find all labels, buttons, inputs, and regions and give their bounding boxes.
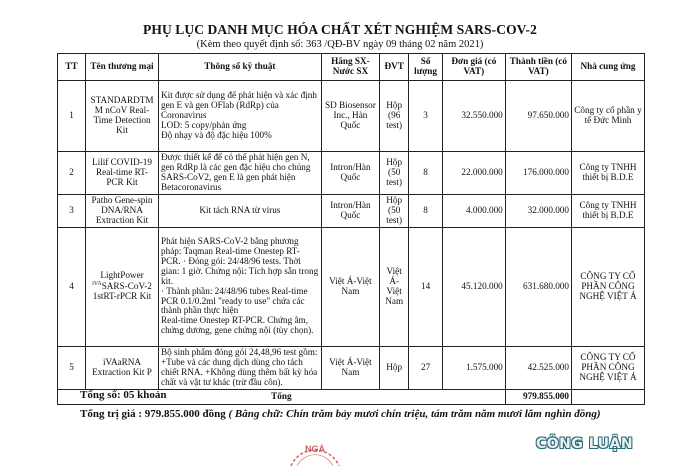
table-row [58, 346, 645, 389]
cell-unit-price: 1.575.000 [442, 346, 505, 389]
cell-qty: 27 [409, 346, 443, 389]
cell-tt: 4 [58, 227, 86, 346]
table-row [58, 81, 645, 152]
cell-name: Lilif COVID-19 Real-time RT-PCR Kit [86, 152, 159, 195]
table-row [58, 227, 645, 346]
cell-name: STANDARDTM M nCoV Real-Time Detection Kit [86, 81, 159, 152]
footer-value-words: ( Bằng chữ: Chín trăm bảy mươi chín triệu, tám trăm năm mươi lăm nghìn đồng) [228, 408, 601, 420]
cell-unit: Hộp [380, 346, 409, 389]
cell-supplier: Công ty cổ phần y tế Đức Minh [571, 81, 644, 152]
table-row [58, 152, 645, 195]
cell-unit-price: 45.120.000 [442, 227, 505, 346]
cell-name [86, 227, 159, 346]
cell-unit-price: 22.000.000 [442, 152, 505, 195]
cell-total: 631.680.000 [505, 227, 571, 346]
cell-unit: Hộp (96 test) [380, 81, 409, 152]
red-stamp [285, 420, 345, 466]
cell-tt: 5 [58, 346, 86, 389]
cell-name: iVAaRNA Extraction Kit P [86, 346, 159, 389]
cell-unit: Hộp (50 test) [380, 194, 409, 227]
header-name: Tên thương mại [86, 54, 159, 81]
cell-spec: Kit được sử dụng để phát hiện và xác định gen E và gen OFlab (RdRp) của Coronavirus LOD: 5 copy/phản ứng Độ nhạy và độ đặc hiệu 100% [159, 81, 322, 152]
cell-unit: Hộp (50 test) [380, 152, 409, 195]
cell-spec: Bộ sinh phẩm đóng gói 24,48,96 test gồm: +Tube và các dung dịch dùng cho tách chiết RNA. +Không dùng thêm bất kỳ hóa chất và vật tư khác (trừ đầu côn). [159, 346, 322, 389]
cell-manufacturer: Việt Á-Việt Nam [321, 227, 379, 346]
stamp-text: NGÀ [305, 444, 325, 454]
cell-spec: Được thiết kế để có thể phát hiện gen N, gen RdRp là các gen đặc hiệu cho chủng SARS-CoV2, gen E là gen phát hiện Betacoronavirus [159, 152, 322, 195]
table-row [58, 194, 645, 227]
cell-tt: 1 [58, 81, 86, 152]
footer-value-label: Tổng trị giá : 979.855.000 đồng [80, 408, 226, 420]
chemicals-table [57, 53, 645, 405]
cell-name-rest: SARS-CoV-2 1stRT-rPCR Kit [92, 281, 152, 302]
header-qty: Số lượng [409, 54, 443, 81]
cell-total: 42.525.000 [505, 346, 571, 389]
cell-name-prefix: LightPower [100, 270, 144, 281]
table-header-row [58, 54, 645, 81]
cell-supplier: CÔNG TY CỔ PHẦN CÔNG NGHỆ VIỆT Á [571, 227, 644, 346]
watermark-logo: CÔNG LUẬN [536, 436, 634, 452]
cell-manufacturer: SD Biosensor Inc., Hàn Quốc [321, 81, 379, 152]
cell-supplier: Công ty TNHH thiết bị B.D.E [571, 152, 644, 195]
cell-total: 32.000.000 [505, 194, 571, 227]
total-value: 979.855.000 [505, 389, 571, 404]
header-total: Thành tiền (có VAT) [505, 54, 571, 81]
footer-value [80, 408, 601, 420]
cell-tt: 2 [58, 152, 86, 195]
cell-spec: Kit tách RNA từ virus [159, 194, 322, 227]
cell-supplier: Công ty TNHH thiết bị B.D.E [571, 194, 644, 227]
cell-tt: 3 [58, 194, 86, 227]
cell-qty: 14 [409, 227, 443, 346]
cell-unit: Việt Á-Việt Nam [380, 227, 409, 346]
header-unit-price: Đơn giá (có VAT) [442, 54, 505, 81]
header-manufacturer: Hãng SX-Nước SX [321, 54, 379, 81]
cell-qty: 3 [409, 81, 443, 152]
cell-manufacturer: Intron/Hàn Quốc [321, 194, 379, 227]
header-tt: TT [58, 54, 86, 81]
cell-name: Patho Gene-spin DNA/RNA Extraction Kit [86, 194, 159, 227]
cell-spec: Phát hiện SARS-CoV-2 bằng phương pháp: Taqman Real-time Onestep RT-PCR. · Đóng gói: 24/48/96 tests. Thời gian: 1 giờ. Chứng nội: Tích hợp sẵn trong kit. · Thành phần: 24/48/96 tubes Real-time PCR 0.1/0.2ml "ready to use" chứa các thành phần thực hiện Real-time Onestep RT-PCR. Chứng âm, chứng dương, gene chứng nội (tùy chọn). [159, 227, 322, 346]
cell-supplier: CÔNG TY CỔ PHẦN CÔNG NGHỆ VIỆT Á [571, 346, 644, 389]
cell-manufacturer: Intron/Hàn Quốc [321, 152, 379, 195]
cell-qty: 8 [409, 194, 443, 227]
cell-total: 97.650.000 [505, 81, 571, 152]
cell-total: 176.000.000 [505, 152, 571, 195]
cell-name-superscript: iVA [92, 281, 102, 288]
document-title: PHỤ LỤC DANH MỤC HÓA CHẤT XÉT NGHIỆM SARS-COV-2 [143, 22, 537, 37]
cell-manufacturer: Việt Á-Việt Nam [321, 346, 379, 389]
header-spec: Thông số kỹ thuật [159, 54, 322, 81]
total-empty-cell [571, 389, 644, 404]
footer-count: Tổng số: 05 khoản [80, 389, 167, 401]
cell-qty: 8 [409, 152, 443, 195]
header-unit: ĐVT [380, 54, 409, 81]
header-supplier: Nhà cung ứng [571, 54, 644, 81]
cell-unit-price: 32.550.000 [442, 81, 505, 152]
total-label: Tổng [58, 389, 506, 404]
cell-unit-price: 4.000.000 [442, 194, 505, 227]
document-subtitle: (Kèm theo quyết định số: 363 /QĐ-BV ngày 09 tháng 02 năm 2021) [196, 39, 484, 50]
